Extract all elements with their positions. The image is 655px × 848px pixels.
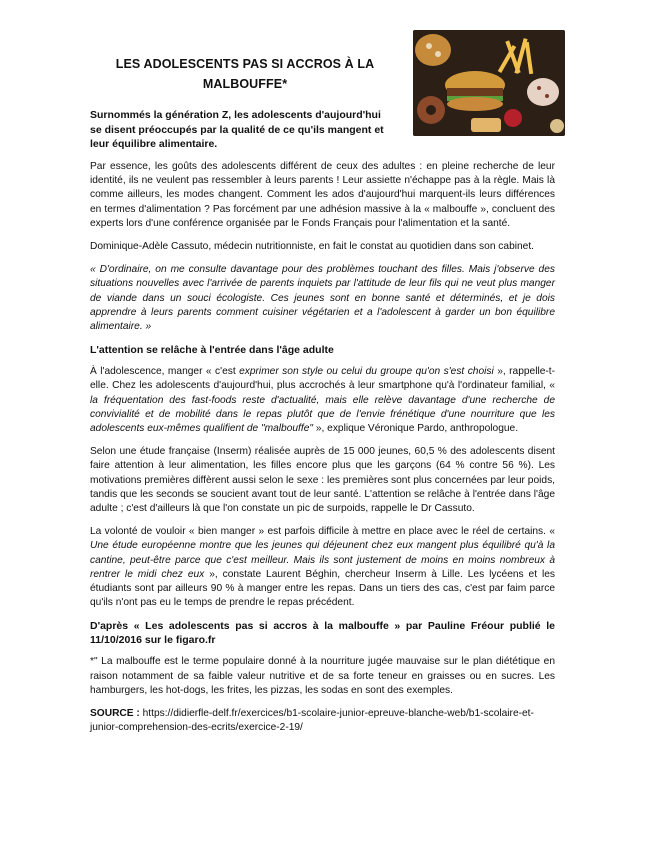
p3-part-e: », explique Véronique Pardo, anthropologue.	[313, 423, 519, 435]
source-url: https://didierfle-delf.fr/exercices/b1-scolaire-junior-epreuve-blanche-web/b1-scolaire-et-junior-comprehension-des-ecrits/exercice-2-19/	[90, 708, 534, 734]
article-credit: D'après « Les adolescents pas si accros à la malbouffe » par Pauline Fréour publié le 11/10/2016 sur le figaro.fr	[90, 620, 555, 647]
paragraph-4: Selon une étude française (Inserm) réalisée auprès de 15 000 jeunes, 60,5 % des adolescents disent faire attention à leur alimentation, les filles encore plus que les garçons (64 % contre 56 %). Les motivations premières diffèrent aussi selon le sexe : les premières sont plus concernées par leur poids, tandis que les seconds se soucient avant tout de leur santé. L'attention se relâche à l'entrée dans l'âge adulte ; c'est d'ailleurs là que l'on constate un pic de surpoids, rappelle le Dr Cassuto.	[90, 446, 555, 515]
quote-1: « D'ordinaire, on me consulte davantage pour des problèmes touchant des filles. Mais j'observe des situations nouvelles avec l'arrivée de parents inquiets par l'attitude de leur fils qui ne veut plus manger de viande dans un souci écologiste. Ces jeunes sont en bonne santé et déterminés, et je dois apprendre à leurs parents comment cuisiner végétarien et a l'adolescent à garder un bon équilibre alimentaire. »	[90, 264, 555, 333]
p3-part-d: la fréquentation des fast-foods reste d'actualité, mais elle relève davantage d'une recherche de convivialité et de mobilité dans le repas plutôt que de l'envie frénétique d'une nourriture que les adolescents eux-mêmes qualifient de "malbouffe"	[90, 394, 555, 435]
p5-part-b: Une étude européenne montre que les jeunes qui déjeunent chez eux mangent plus équilibré qu'à la cantine, peut-être parce que c'est meilleur. Mais ils sont justement de moins en moins nombreux à rentrer le midi chez eux	[90, 540, 555, 580]
paragraph-1: Par essence, les goûts des adolescents différent de ceux des adultes : en pleine recherche de leur identité, ils ne veulent pas ressembler à leurs parents ! Leur assiette n'échappe pas à la règle. Mais là comme ailleurs, les modes changent. Comment les ados d'aujourd'hui marquent-ils leurs différences en termes d'alimentation ? Pas forcément par une adhésion massive à la « malbouffe », concluent des experts lors d'une conférence organisée par le Fonds Français pour l'alimentation et la santé.	[90, 161, 555, 229]
article-title: LES ADOLESCENTS PAS SI ACCROS À LA MALBOUFFE*	[115, 57, 375, 91]
footnote: *" La malbouffe est le terme populaire donné à la nourriture jugée mauvaise sur le plan diététique en raison notamment de sa faible valeur nutritive et de sa forte teneur en graisses ou en sucres. Les hamburgers, les hot-dogs, les frites, les pizzas, les sodas en sont des exemples.	[90, 656, 555, 696]
junk-food-illustration	[413, 30, 565, 136]
paragraph-2: Dominique-Adèle Cassuto, médecin nutritionniste, en fait le constat au quotidien dans son cabinet.	[90, 241, 534, 253]
section-subtitle: L'attention se relâche à l'entrée dans l'âge adulte	[90, 344, 334, 357]
paragraph-3	[90, 365, 555, 436]
p5-part-c: », constate Laurent Béghin, chercheur Inserm à Lille. Les lycéens et les étudiants sont par ailleurs 90 % à manger entre les repas. Dans un tiers des cas, c'est par faim parce qu'ils n'ont pas eu le temps de prendre le repas précédent.	[90, 568, 555, 609]
paragraph-5	[90, 525, 555, 610]
p3-part-a: À l'adolescence, manger « c'est	[90, 366, 240, 378]
article-header	[90, 36, 555, 160]
source-label: SOURCE :	[90, 708, 140, 720]
p3-part-c: », rappelle-t-elle. Chez les adolescents d'aujourd'hui, plus accrochés à leur smartphone qu'à l'ordinateur familial, «	[90, 366, 556, 392]
junk-food-photo	[413, 30, 565, 136]
source-line	[90, 707, 555, 735]
article-lead: Surnommés la génération Z, les adolescents d'aujourd'hui se disent préoccupés par la qualité de ce qu'ils mangent et leur équilibre alimentaire.	[90, 109, 384, 150]
p3-part-b: exprimer son style ou celui du groupe qu'on s'est choisi	[239, 366, 494, 378]
p5-part-a: La volonté de vouloir « bien manger » est parfois difficile à mettre en place avec le réel de certains. «	[90, 526, 555, 538]
